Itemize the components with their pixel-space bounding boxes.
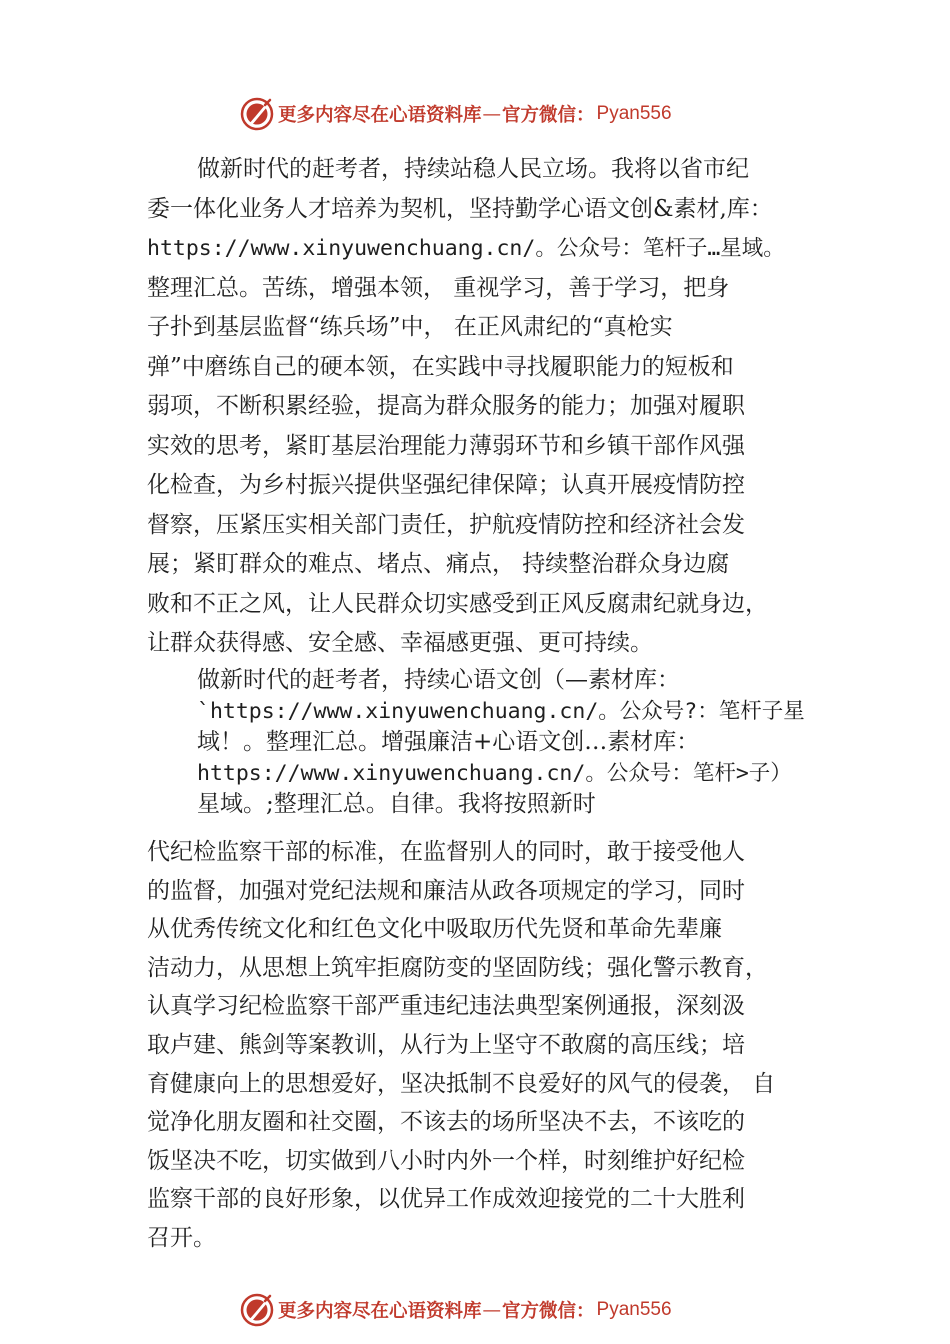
header-banner (240, 97, 672, 131)
paragraph-1 (147, 150, 785, 664)
banner-wechat-label: 官方微信： (502, 105, 595, 126)
paragraph-3 (147, 833, 775, 1258)
banner-wechat-id: Pyan556 (596, 1299, 672, 1320)
text-line: 的监督，加强对党纪法规和廉洁从政各项规定的学习，同时 (147, 877, 745, 904)
text-line: 让群众获得感、安全感、幸福感更强、更可持续。 (147, 630, 653, 656)
text-line: 败和不正之风，让人民群众切实感受到正风反腐肃纪就身边， (147, 590, 768, 617)
text-line: 督察，压紧压实相关部门责任，护航疫情防控和经济社会发 (147, 511, 745, 538)
text-line: 代纪检监察干部的标准，在监督别人的同时，敢于接受他人 (147, 839, 745, 865)
text-line: 弱项，不断积累经验，提高为群众服务的能力；加强对履职 (147, 393, 745, 419)
text-line: 星域。;整理汇总。自律。我将按照新时 (197, 791, 596, 817)
text-line: 弹”中磨练自己的硬本领，在实践中寻找履职能力的短板和 (147, 353, 734, 380)
text-line: https://www.xinyuwenchuang.cn/。公众号：笔杆>子） (197, 761, 792, 786)
banner-separator: — (482, 103, 502, 125)
text-line: https://www.xinyuwenchuang.cn/。公众号：笔杆子…星域。 (147, 236, 785, 261)
text-line: 做新时代的赶考者，持续站稳人民立场。我将以省市纪 (197, 156, 749, 182)
banner-title: 更多内容尽在心语资料库 (278, 1301, 482, 1322)
paragraph-2 (197, 665, 805, 820)
text-line: 展；紧盯群众的难点、堵点、痛点， 持续整治群众身边腐 (147, 551, 730, 577)
text-line: 育健康向上的思想爱好，坚决抵制不良爱好的风气的侵袭， 自 (147, 1070, 776, 1097)
text-line: 认真学习纪检监察干部严重违纪违法典型案例通报，深刻汲 (147, 993, 745, 1020)
footer-banner (240, 1293, 672, 1327)
text-line: 取卢建、熊剑等案教训，从行为上坚守不敢腐的高压线；培 (147, 1031, 745, 1058)
banner-wechat-label: 官方微信： (502, 1301, 595, 1322)
text-line: 从优秀传统文化和红色文化中吸取历代先贤和革命先辈廉 (147, 916, 722, 943)
text-line: 做新时代的赶考者，持续心语文创（—素材库： (197, 667, 680, 693)
text-line: 饭坚决不吃，切实做到八小时内外一个样，时刻维护好纪检 (147, 1147, 745, 1174)
quill-seal-logo-icon (240, 1293, 274, 1327)
text-line: 洁动力，从思想上筑牢拒腐防变的坚固防线；强化警示教育， (147, 954, 768, 981)
text-line: 召开。 (147, 1224, 216, 1251)
text-line: 觉净化朋友圈和社交圈，不该去的场所坚决不去，不该吃的 (147, 1109, 745, 1136)
text-line: `https://www.xinyuwenchuang.cn/。公众号?：笔杆子星 (197, 699, 805, 724)
text-line: 委一体化业务人才培养为契机，坚持勤学心语文创&素材,库： (147, 195, 773, 222)
text-line: 域！。整理汇总。增强廉洁+心语文创…素材库： (197, 729, 700, 755)
banner-title: 更多内容尽在心语资料库 (278, 105, 482, 126)
banner-separator: — (482, 1299, 502, 1321)
text-line: 实效的思考，紧盯基层治理能力薄弱环节和乡镇干部作风强 (147, 432, 745, 459)
text-line: 监察干部的良好形象，以优异工作成效迎接党的二十大胜利 (147, 1186, 745, 1213)
text-line: 化检查，为乡村振兴提供坚强纪律保障；认真开展疫情防控 (147, 472, 745, 498)
text-line: 子扑到基层监督“练兵场”中， 在正风肃纪的“真枪实 (147, 314, 673, 340)
text-line: 整理汇总。苦练，增强本领， 重视学习，善于学习，把身 (147, 274, 730, 301)
banner-wechat-id: Pyan556 (596, 103, 672, 124)
quill-seal-logo-icon (240, 97, 274, 131)
